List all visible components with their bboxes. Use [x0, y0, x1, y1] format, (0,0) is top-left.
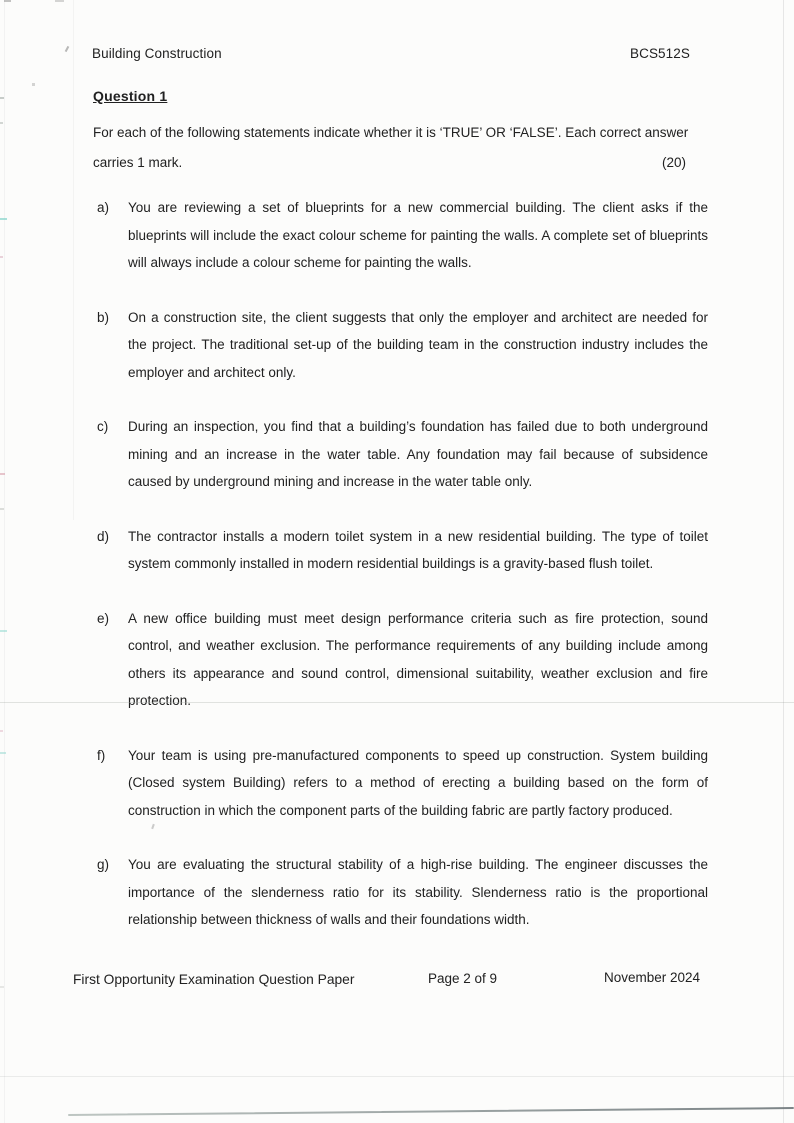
statement-text: You are reviewing a set of blueprints for a new commercial building. The client asks if the blueprints will include the exact colour scheme for painting the walls. A complete set of blueprints will always include a colour scheme for painting the walls.	[128, 200, 708, 270]
scan-artifact	[0, 752, 6, 754]
scan-artifact	[0, 256, 3, 258]
scan-artifact	[0, 97, 4, 99]
page-right-edge	[783, 0, 784, 1123]
scan-artifact	[65, 46, 70, 52]
statement-letter: b)	[97, 309, 110, 325]
statement-text: During an inspection, you find that a building’s foundation has failed due to both underground mining and an increase in the water table. Any foundation may fail because of subsidence caused by underground mining and increase in the water table only.	[128, 419, 708, 489]
statement-text: A new office building must meet design performance criteria such as fire protection, sound control, and weather exclusion. The performance requirements of any building include among others its appearance and sound control, dimensional suitability, weather exclusion and fire protection.	[128, 610, 708, 708]
course-title: Building Construction	[92, 46, 222, 61]
statement-text: Your team is using pre-manufactured components to speed up construction. System building (Closed system Building) refers to a method of erecting a building based on the form of construction in which the component parts of the building fabric are partly factory produced.	[128, 747, 708, 818]
statement-letter: f)	[97, 747, 106, 763]
question-instructions	[93, 118, 708, 178]
scan-artifact	[0, 473, 5, 475]
footer-page-number: Page 2 of 9	[428, 971, 498, 986]
statement-item-d	[93, 523, 708, 578]
statement-text: On a construction site, the client suggests that only the employer and architect are needed for the project. The traditional set-up of the building team in the construction industry includes the employer and architect only.	[128, 309, 708, 380]
statement-item-a	[93, 194, 708, 277]
question-section	[93, 87, 708, 961]
statement-item-c	[93, 413, 708, 496]
statement-item-f	[93, 742, 708, 825]
page-bottom-edge	[68, 1107, 794, 1116]
statement-item-g	[93, 851, 708, 934]
scan-margin-line	[73, 0, 74, 520]
statement-text: The contractor installs a modern toilet system in a new residential building. The type of toilet system commonly installed in modern residential buildings is a gravity-based flush toilet.	[128, 528, 708, 571]
scan-artifact	[0, 508, 4, 510]
scan-artifact	[0, 630, 7, 632]
statement-text: You are evaluating the structural stability of a high-rise building. The engineer discusses the importance of the slenderness ratio for its stability. Slenderness ratio is the proportional relationship between thickness of walls and their foundations width.	[128, 857, 708, 927]
course-code: BCS512S	[630, 46, 690, 61]
scan-artifact	[0, 218, 7, 220]
instructions-line-2: carries 1 mark.	[93, 155, 183, 170]
statement-letter: c)	[97, 419, 109, 434]
question-title: Question 1	[93, 88, 168, 104]
page-left-edge	[4, 0, 5, 1123]
footer-paper-title: First Opportunity Examination Question Paper	[73, 972, 355, 987]
statement-letter: d)	[97, 528, 110, 544]
scan-artifact	[0, 730, 3, 732]
statement-letter: g)	[97, 857, 110, 872]
statement-letter: a)	[97, 200, 110, 215]
scan-artifact	[0, 122, 3, 124]
statement-letter: e)	[97, 610, 110, 626]
page-header	[92, 46, 690, 61]
scan-artifact	[32, 83, 35, 86]
statement-list	[93, 194, 708, 934]
scan-crease-line	[0, 702, 794, 703]
marks-total: (20)	[661, 155, 686, 170]
statement-item-b	[93, 304, 708, 387]
scan-artifact	[55, 0, 64, 2]
scan-artifact	[4, 0, 11, 2]
scan-crease-line	[0, 1076, 794, 1077]
footer-date: November 2024	[604, 970, 701, 985]
statement-item-e	[93, 605, 708, 715]
scan-artifact	[0, 986, 4, 988]
instructions-line-1: For each of the following statements indicate whether it is ‘TRUE’ OR ‘FALSE’. Each correct answer	[93, 125, 689, 140]
